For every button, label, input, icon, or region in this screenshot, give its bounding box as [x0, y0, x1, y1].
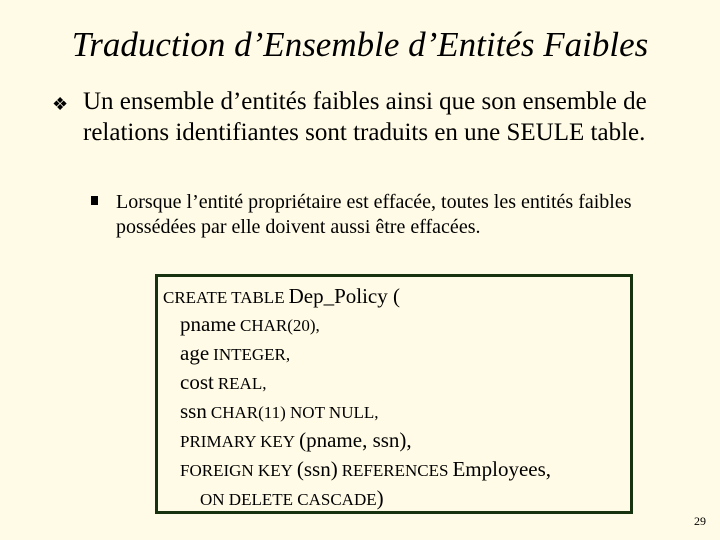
key-columns: (pname, ssn),: [299, 428, 412, 452]
code-line-foreign-key: [180, 455, 551, 486]
square-bullet-icon: [91, 196, 98, 205]
code-line-age: [180, 339, 290, 370]
column-name: pname: [180, 312, 236, 336]
closing-paren: ): [376, 486, 384, 510]
column-type: CHAR(11) NOT NULL,: [210, 403, 379, 422]
key-columns: (ssn): [296, 457, 338, 481]
column-type: INTEGER,: [213, 345, 291, 364]
page-number: 29: [694, 514, 706, 528]
sql-keyword: FOREIGN KEY: [180, 461, 293, 480]
bullet-text-sub: Lorsque l’entité propriétaire est effacée, toutes les entités faibles possédées par elle doivent aussi être effacées.: [116, 191, 632, 238]
code-line-create: [163, 282, 400, 313]
sql-keyword: CREATE TABLE: [163, 288, 285, 307]
column-name: age: [180, 341, 210, 365]
code-line-ssn: [180, 397, 379, 428]
code-line-pname: [180, 310, 320, 341]
code-line-cost: [180, 368, 266, 399]
sql-keyword: REFERENCES: [341, 461, 449, 480]
code-line-primary-key: [180, 426, 412, 457]
table-name: Dep_Policy (: [288, 284, 400, 308]
column-type: CHAR(20),: [239, 316, 320, 335]
slide-title: Traduction d’Ensemble d’Entités Faibles: [71, 25, 649, 64]
column-name: cost: [180, 370, 214, 394]
referenced-table: Employees,: [452, 457, 552, 481]
sql-keyword: ON DELETE CASCADE: [200, 490, 377, 509]
code-line-on-delete: [200, 484, 384, 515]
diamond-bullet-icon: ❖: [52, 94, 69, 114]
column-type: REAL,: [217, 374, 267, 393]
bullet-text-main: Un ensemble d’entités faibles ainsi que son ensemble de relations identifiantes sont traduits en une SEULE table.: [83, 88, 647, 146]
column-name: ssn: [180, 399, 207, 423]
sql-keyword: PRIMARY KEY: [180, 432, 296, 451]
